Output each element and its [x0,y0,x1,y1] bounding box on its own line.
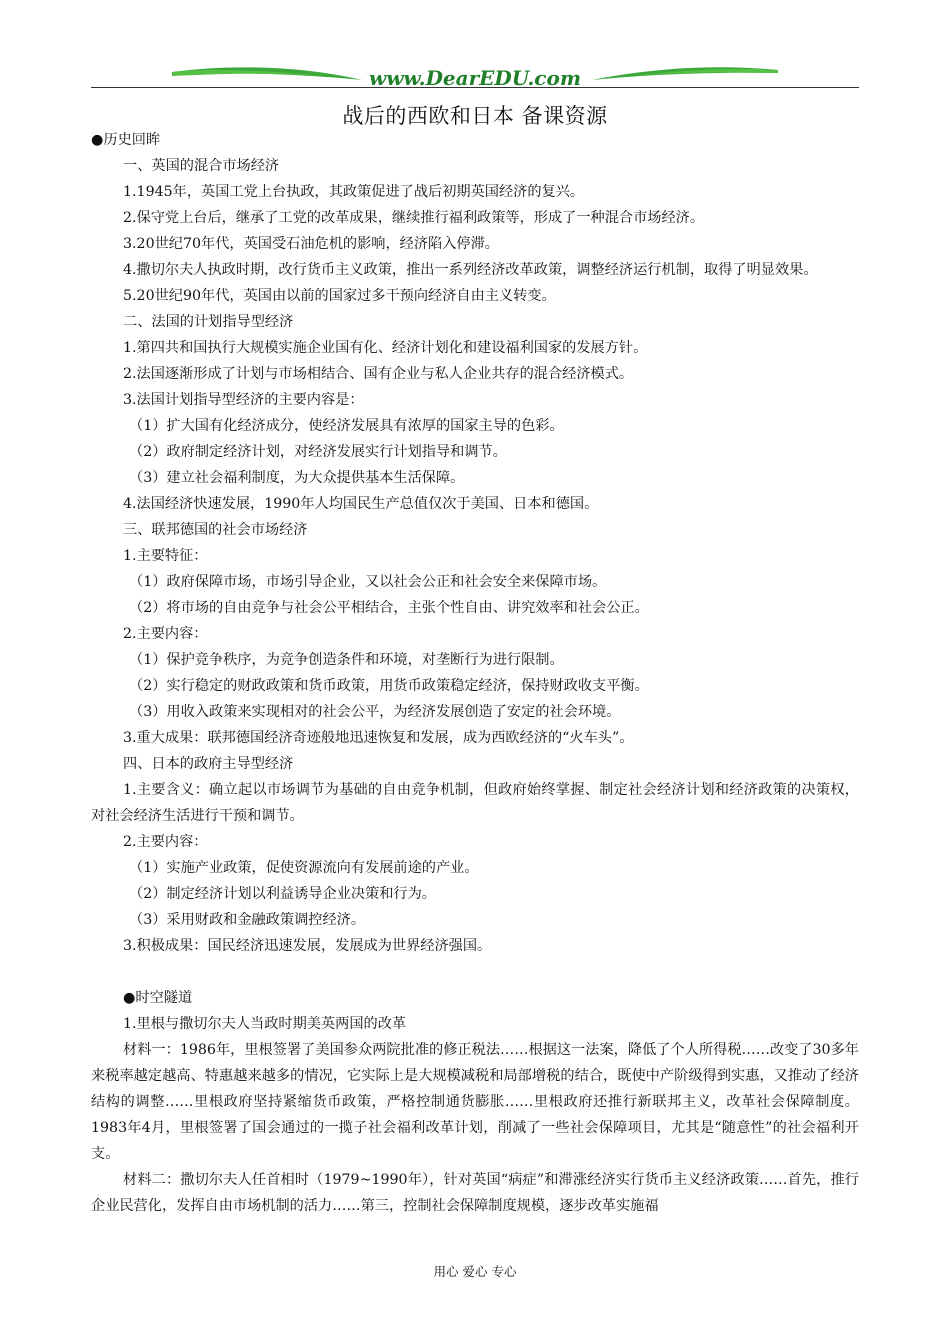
paragraph: 3.20世纪70年代，英国受石油危机的影响，经济陷入停滞。 [123,236,499,252]
subsection-title-germany: 三、联邦德国的社会市场经济 [123,522,308,538]
list-item: （3）用收入政策来实现相对的社会公平，为经济发展创造了安定的社会环境。 [129,704,621,720]
list-item: （1）政府保障市场，市场引导企业，又以社会公正和社会安全来保障市场。 [129,574,607,590]
paragraph: 1.主要含义：确立起以市场调节为基础的自由竞争机制，但政府始终掌握、制定社会经济计划和经济政策的决策权，对社会经济生活进行干预和调节。 [91,782,859,824]
paragraph: 3.积极成果：国民经济迅速发展，发展成为世界经济强国。 [123,938,492,954]
document-body [91,127,859,1219]
subsection-title-uk: 一、英国的混合市场经济 [123,158,280,174]
paragraph: 2.法国逐渐形成了计划与市场相结合、国有企业与私人企业共存的混合经济模式。 [123,366,634,382]
paragraph: 2.主要内容： [123,626,208,642]
list-item: （3）建立社会福利制度，为大众提供基本生活保障。 [129,470,465,486]
paragraph: 2.保守党上台后，继承了工党的改革成果，继续推行福利政策等，形成了一种混合市场经济。 [123,210,705,226]
paragraph: 1.1945年，英国工党上台执政，其政策促进了战后初期英国经济的复兴。 [123,184,585,200]
paragraph: 4.法国经济快速发展，1990年人均国民生产总值仅次于美国、日本和德国。 [123,496,599,512]
paragraph: 4.撒切尔夫人执政时期，改行货币主义政策，推出一系列经济改革政策，调整经济运行机制，取得了明显效果。 [123,262,818,278]
site-logo-banner [172,60,778,94]
page-footer: 用心 爱心 专心 [433,1264,517,1279]
subsection-title-france: 二、法国的计划指导型经济 [123,314,294,330]
paragraph: 2.主要内容： [123,834,208,850]
list-item: （1）扩大国有化经济成分，使经济发展具有浓厚的国家主导的色彩。 [129,418,564,434]
list-item: （2）实行稳定的财政政策和货币政策，用货币政策稳定经济，保持财政收支平衡。 [129,678,649,694]
paragraph: 3.法国计划指导型经济的主要内容是： [123,392,364,408]
section-heading-timetunnel: ●时空隧道 [123,990,193,1006]
list-item: （2）政府制定经济计划，对经济发展实行计划指导和调节。 [129,444,507,460]
subsection-title-reforms: 1.里根与撒切尔夫人当政时期美英两国的改革 [123,1016,407,1032]
spacer [91,959,859,985]
material-paragraph: 材料一：1986年，里根签署了美国参众两院批准的修正税法……根据这一法案，降低了个人所得税……改变了30多年来税率越定越高、特惠越来越多的情况，它实际上是大规模减税和局部增税的结合，既使中产阶级得到实惠，又推动了经济结构的调整……里根政府坚持紧缩货币政策，严格控制通货膨胀……里根政府还推行新联邦主义，改革社会保障制度。1983年4月，里根签署了国会通过的一揽子社会福利改革计划，削减了一些社会保障项目，尤其是“随意性”的社会福利开支。 [91,1042,859,1162]
list-item: （2）将市场的自由竞争与社会公平相结合，主张个性自由、讲究效率和社会公正。 [129,600,649,616]
material-paragraph: 材料二：撒切尔夫人任首相时（1979~1990年），针对英国“病症”和滞涨经济实行货币主义经济政策……首先，推行企业民营化，发挥自由市场机制的活力……第三，控制社会保障制度规模，逐步改革实施福 [91,1172,859,1214]
paragraph: 1.第四共和国执行大规模实施企业国有化、经济计划化和建设福利国家的发展方针。 [123,340,648,356]
paragraph: 5.20世纪90年代，英国由以前的国家过多干预向经济自由主义转变。 [123,288,556,304]
site-logo-text: www.DearEDU.com [368,66,582,90]
paragraph: 1.主要特征： [123,548,208,564]
section-heading-history: ●历史回眸 [91,132,161,148]
list-item: （1）保护竞争秩序，为竞争创造条件和环境，对垄断行为进行限制。 [129,652,564,668]
page-title: 战后的西欧和日本 备课资源 [342,104,608,128]
subsection-title-japan: 四、日本的政府主导型经济 [123,756,294,772]
header-rule [91,87,859,88]
list-item: （3）采用财政和金融政策调控经济。 [129,912,366,928]
list-item: （1）实施产业政策，促使资源流向有发展前途的产业。 [129,860,479,876]
list-item: （2）制定经济计划以利益诱导企业决策和行为。 [129,886,436,902]
paragraph: 3.重大成果：联邦德国经济奇迹般地迅速恢复和发展，成为西欧经济的“火车头”。 [123,730,634,746]
